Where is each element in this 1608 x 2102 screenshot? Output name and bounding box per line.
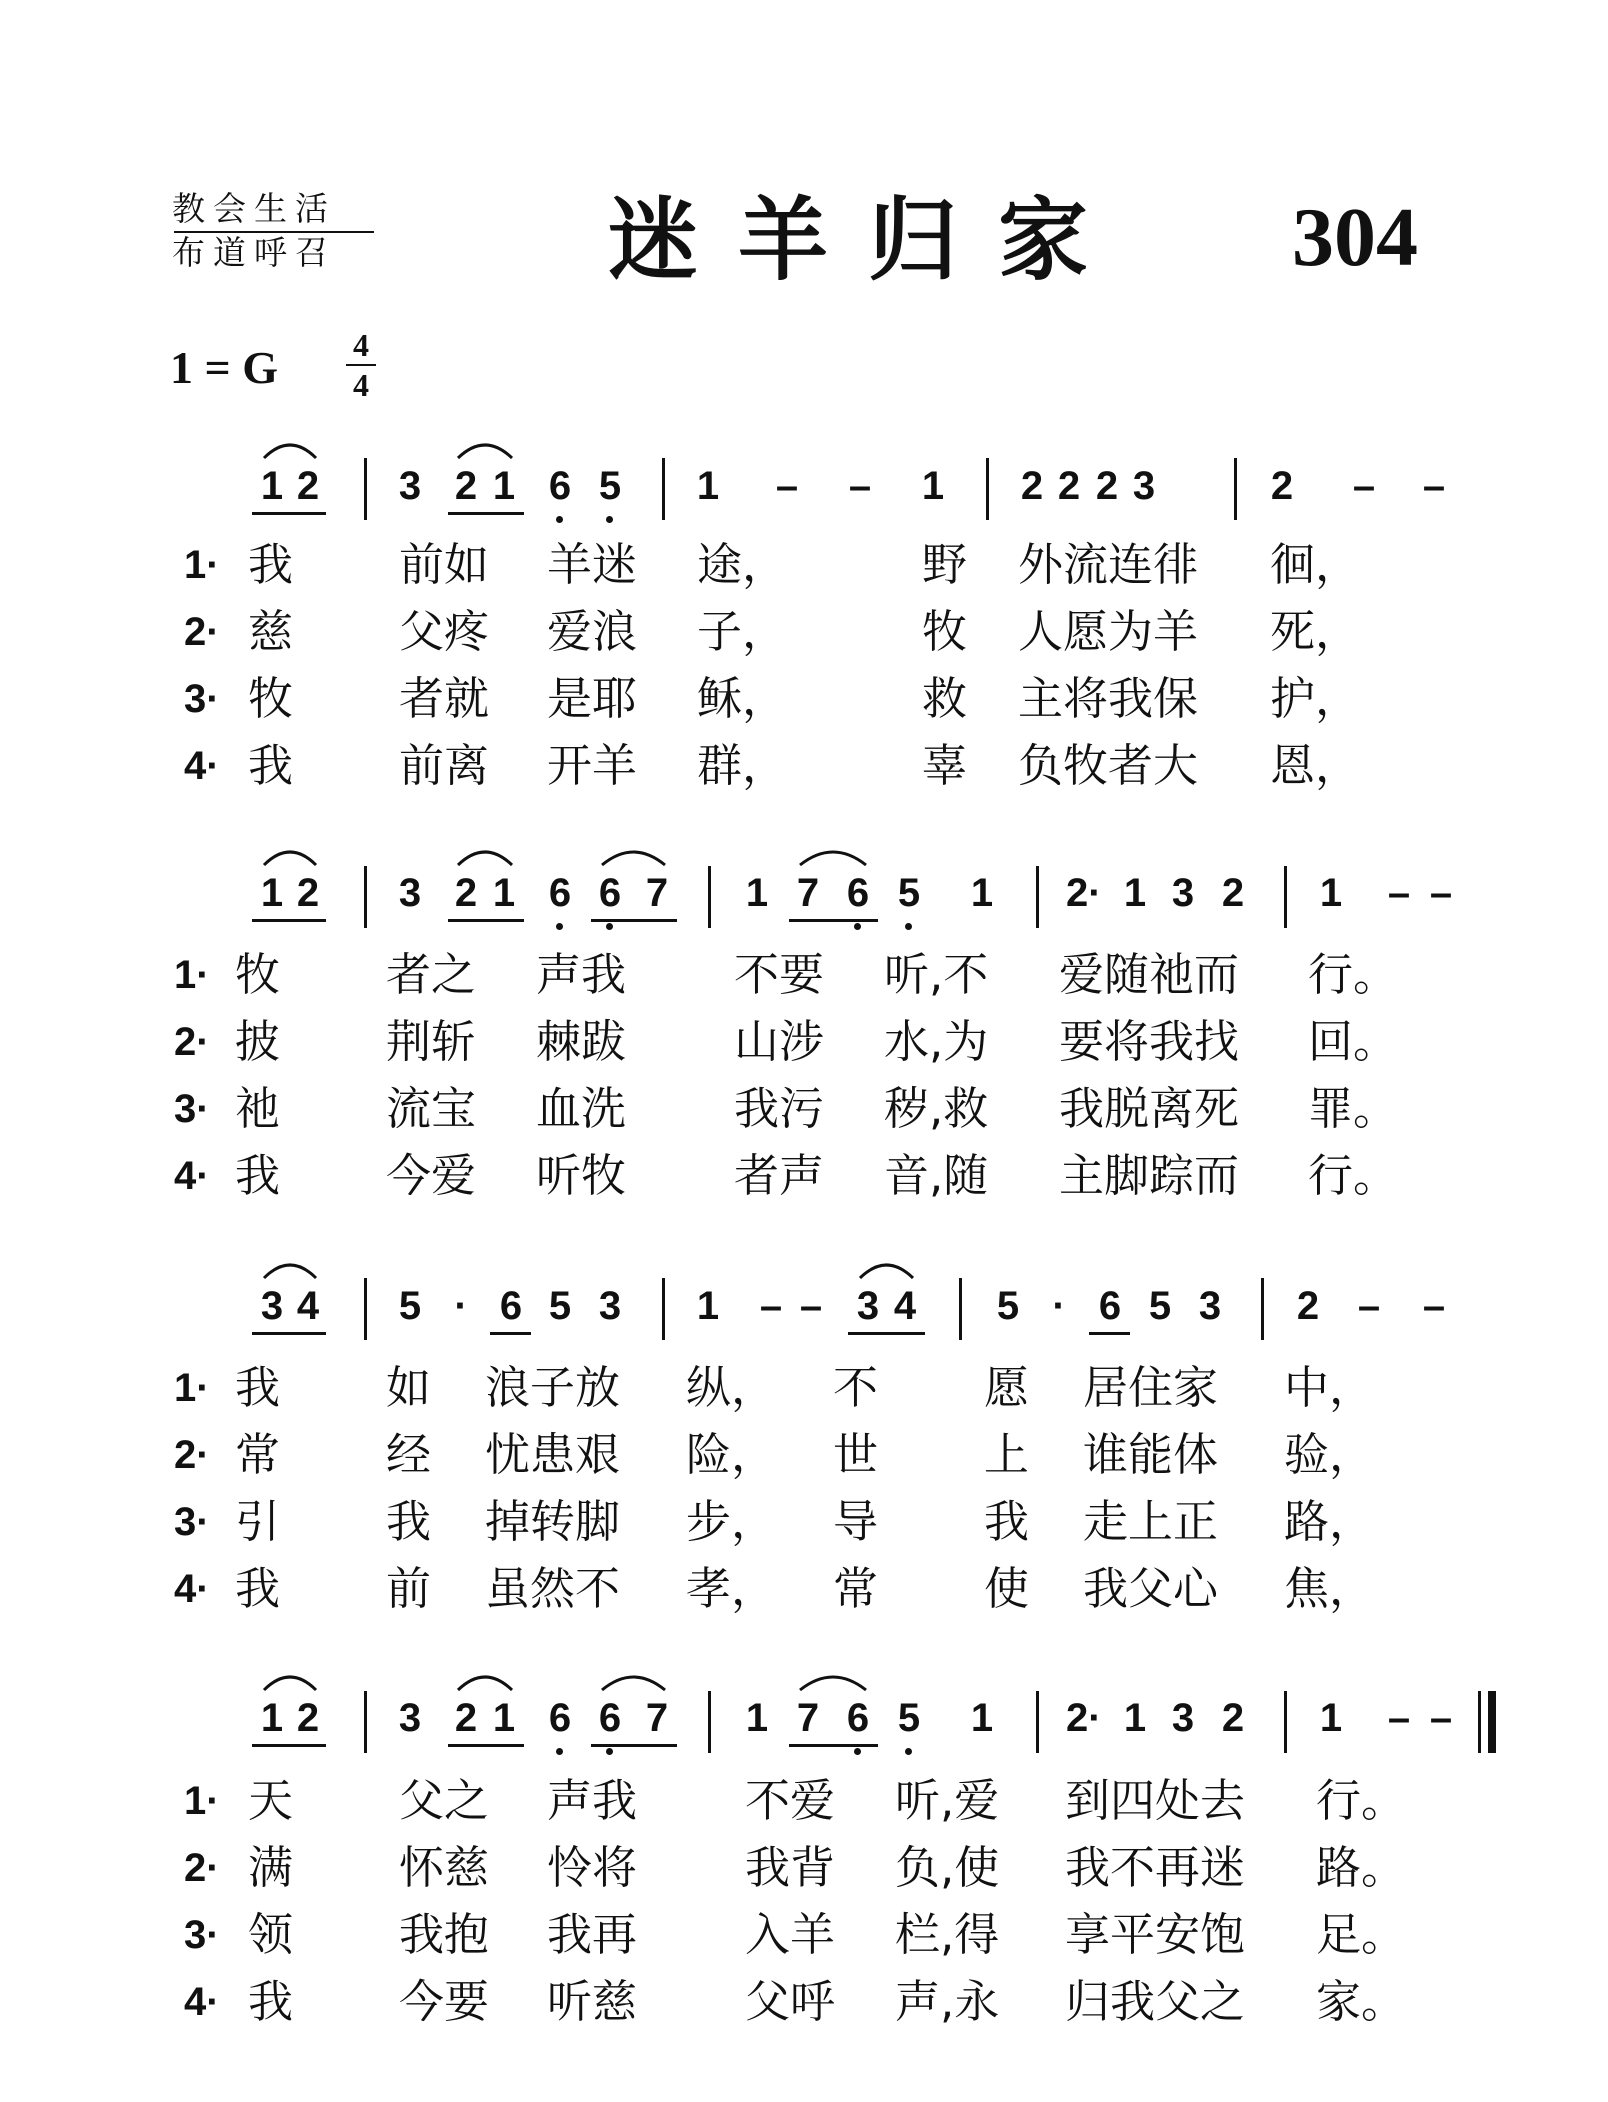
- lyric-syllable: 上: [984, 1428, 1030, 1481]
- lyric-syllable: 世: [833, 1428, 879, 1481]
- note: 2: [296, 1696, 320, 1740]
- note: 6: [548, 871, 572, 915]
- lyric-syllable: 者之: [386, 948, 477, 1001]
- verse-number: 1·: [174, 953, 210, 997]
- eighth-beam: [448, 919, 524, 922]
- lyric-syllable: 我: [235, 1361, 281, 1414]
- lyric-syllable: 罪。: [1308, 1082, 1399, 1135]
- note: 1: [696, 464, 720, 508]
- hold-dash: –: [1352, 464, 1376, 508]
- note: 7: [645, 871, 669, 915]
- lyric-syllable: 水,为: [884, 1015, 989, 1068]
- lyric-syllable: 我: [386, 1495, 432, 1548]
- verse-number: 3·: [174, 1500, 210, 1544]
- note: 5: [548, 1284, 572, 1328]
- note: 5: [996, 1284, 1020, 1328]
- lyric-syllable: 忧患艰: [485, 1428, 621, 1481]
- lyric-syllable: 步，: [686, 1495, 777, 1548]
- verse-number: 4·: [184, 1980, 220, 2024]
- note: 1: [1319, 871, 1343, 915]
- eighth-beam: [448, 1744, 524, 1747]
- lyric-syllable: 辜: [922, 739, 968, 792]
- note: 3: [398, 1696, 422, 1740]
- lyric-syllable: 爱随祂而: [1059, 948, 1240, 1001]
- lyric-syllable: 开羊: [547, 739, 638, 792]
- lyric-syllable: 声,永: [895, 1975, 1000, 2028]
- note: 6: [1098, 1284, 1122, 1328]
- note: 6: [598, 871, 622, 915]
- lyric-syllable: 虽然不: [485, 1562, 621, 1615]
- lyric-syllable: 栏,得: [895, 1908, 1000, 1961]
- lyric-syllable: 外流连徘: [1018, 538, 1199, 591]
- lyric-syllable: 不爱: [745, 1774, 836, 1827]
- lyric-syllable: 听,爱: [895, 1774, 1000, 1827]
- slur: [262, 438, 318, 460]
- note: 1: [260, 1696, 284, 1740]
- hold-dash: –: [1422, 464, 1446, 508]
- lyric-syllable: 路，: [1284, 1495, 1375, 1548]
- augmentation-dot: ·: [1052, 1284, 1066, 1328]
- lyric-syllable: 归我父之: [1065, 1975, 1246, 2028]
- lyric-syllable: 领: [248, 1908, 294, 1961]
- lyric-syllable: 爱浪: [547, 605, 638, 658]
- lyric-syllable: 如: [386, 1361, 432, 1414]
- note: 2·: [1066, 1696, 1102, 1740]
- lyric-syllable: 常: [235, 1428, 281, 1481]
- barline: [364, 866, 367, 928]
- note: 3: [856, 1284, 880, 1328]
- slur: [798, 1670, 868, 1692]
- lyric-syllable: 浪子放: [485, 1361, 621, 1414]
- lyric-syllable: 满: [248, 1841, 294, 1894]
- hold-dash: –: [848, 464, 872, 508]
- verse-number: 3·: [174, 1087, 210, 1131]
- note: 6: [499, 1284, 523, 1328]
- lyric-syllable: 谁能体: [1083, 1428, 1219, 1481]
- note: 1: [745, 1696, 769, 1740]
- verse-number: 2·: [184, 610, 220, 654]
- note: 3: [398, 871, 422, 915]
- lyric-syllable: 主脚踪而: [1059, 1149, 1240, 1202]
- lyric-syllable: 居住家: [1083, 1361, 1219, 1414]
- lyric-syllable: 不: [833, 1361, 879, 1414]
- slur: [600, 1670, 667, 1692]
- verse-number: 4·: [174, 1154, 210, 1198]
- lyric-syllable: 披: [235, 1015, 281, 1068]
- hymn-number: 304: [1292, 191, 1418, 284]
- note: 5: [897, 871, 921, 915]
- eighth-beam: [1089, 1332, 1130, 1335]
- eighth-beam: [591, 1744, 677, 1747]
- meter-top: 4: [353, 327, 369, 363]
- slur: [858, 1258, 915, 1280]
- lower-octave-dot: [905, 1748, 912, 1755]
- lyric-syllable: 子，: [697, 605, 788, 658]
- lyric-syllable: 享平安饱: [1065, 1908, 1246, 1961]
- lyric-syllable: 导: [833, 1495, 879, 1548]
- verse-number: 3·: [184, 1913, 220, 1957]
- note: 2: [296, 464, 320, 508]
- lyric-syllable: 慈: [248, 605, 294, 658]
- lower-octave-dot: [854, 923, 861, 930]
- lyric-syllable: 中，: [1284, 1361, 1375, 1414]
- lower-octave-dot: [854, 1748, 861, 1755]
- eighth-beam: [252, 1332, 326, 1335]
- lyric-syllable: 行。: [1308, 1149, 1399, 1202]
- lyric-syllable: 要将我找: [1059, 1015, 1240, 1068]
- eighth-beam: [252, 512, 326, 515]
- lyric-syllable: 途，: [697, 538, 788, 591]
- lyric-syllable: 天: [248, 1774, 294, 1827]
- note: 1: [492, 1696, 516, 1740]
- lyric-syllable: 我再: [547, 1908, 638, 1961]
- lyric-syllable: 我: [248, 538, 294, 591]
- note: 1: [1319, 1696, 1343, 1740]
- note: 1: [492, 464, 516, 508]
- lyric-syllable: 声我: [536, 948, 627, 1001]
- lyric-syllable: 我脱离死: [1059, 1082, 1240, 1135]
- lyric-syllable: 棘跋: [536, 1015, 627, 1068]
- lyric-syllable: 使: [984, 1562, 1030, 1615]
- slur: [600, 845, 667, 867]
- note: 6: [548, 464, 572, 508]
- lyric-syllable: 负牧者大: [1018, 739, 1199, 792]
- lyric-syllable: 我背: [745, 1841, 836, 1894]
- note: 7: [645, 1696, 669, 1740]
- slur: [262, 845, 318, 867]
- note: 5: [897, 1696, 921, 1740]
- hold-dash: –: [1357, 1284, 1381, 1328]
- lyric-syllable: 我: [984, 1495, 1030, 1548]
- lyric-syllable: 焦，: [1284, 1562, 1375, 1615]
- slur: [262, 1670, 318, 1692]
- lyric-syllable: 愿: [984, 1361, 1030, 1414]
- lyric-syllable: 走上正: [1083, 1495, 1219, 1548]
- verse-number: 2·: [174, 1020, 210, 1064]
- note: 3: [1132, 464, 1156, 508]
- note: 2: [1221, 1696, 1245, 1740]
- lyric-syllable: 护，: [1270, 672, 1361, 725]
- note: 3: [260, 1284, 284, 1328]
- barline: [708, 1691, 711, 1753]
- barline: [986, 458, 989, 520]
- note: 5: [398, 1284, 422, 1328]
- lyric-syllable: 我污: [734, 1082, 825, 1135]
- lyric-syllable: 我: [248, 1975, 294, 2028]
- lyric-syllable: 前离: [399, 739, 490, 792]
- lyric-syllable: 羊迷: [547, 538, 638, 591]
- hold-dash: –: [759, 1284, 783, 1328]
- note: 2: [454, 1696, 478, 1740]
- lyric-syllable: 野: [922, 538, 968, 591]
- lyric-syllable: 恩，: [1270, 739, 1361, 792]
- lyric-syllable: 经: [386, 1428, 432, 1481]
- lyric-syllable: 父之: [399, 1774, 490, 1827]
- lower-octave-dot: [556, 516, 563, 523]
- category-evangelism: 布道呼召: [172, 233, 336, 272]
- lyric-syllable: 我父心: [1083, 1562, 1219, 1615]
- verse-number: 2·: [174, 1433, 210, 1477]
- lyric-syllable: 今要: [399, 1975, 490, 2028]
- barline: [364, 1278, 367, 1340]
- note: 5: [598, 464, 622, 508]
- final-barline-thin: [1478, 1691, 1481, 1753]
- verse-number: 1·: [184, 1779, 220, 1823]
- lyric-syllable: 牧: [235, 948, 281, 1001]
- meter-fraction-line: [346, 364, 376, 366]
- note: 1: [921, 464, 945, 508]
- hold-dash: –: [799, 1284, 823, 1328]
- lyric-syllable: 家。: [1316, 1975, 1407, 2028]
- lower-octave-dot: [606, 1748, 613, 1755]
- final-barline-thick: [1488, 1691, 1496, 1753]
- lyric-syllable: 前: [386, 1562, 432, 1615]
- lyric-syllable: 纵，: [686, 1361, 777, 1414]
- lyric-syllable: 群，: [697, 739, 788, 792]
- barline: [1036, 866, 1039, 928]
- barline: [1036, 1691, 1039, 1753]
- note: 6: [548, 1696, 572, 1740]
- verse-number: 4·: [184, 744, 220, 788]
- hold-dash: –: [1387, 1696, 1411, 1740]
- lyric-syllable: 负,使: [895, 1841, 1000, 1894]
- lower-octave-dot: [556, 923, 563, 930]
- lower-octave-dot: [606, 923, 613, 930]
- lyric-syllable: 山涉: [734, 1015, 825, 1068]
- lyric-syllable: 者就: [399, 672, 490, 725]
- note: 2: [454, 871, 478, 915]
- lyric-syllable: 引: [235, 1495, 281, 1548]
- note: 3: [1171, 871, 1195, 915]
- lyric-syllable: 祂: [235, 1082, 281, 1135]
- lyric-syllable: 到四处去: [1065, 1774, 1246, 1827]
- lower-octave-dot: [905, 923, 912, 930]
- note: 1: [260, 871, 284, 915]
- verse-number: 4·: [174, 1567, 210, 1611]
- verse-number: 1·: [184, 543, 220, 587]
- lyric-syllable: 足。: [1316, 1908, 1407, 1961]
- lyric-syllable: 险，: [686, 1428, 777, 1481]
- slur: [456, 438, 514, 460]
- note: 2: [1270, 464, 1294, 508]
- lyric-syllable: 徊，: [1270, 538, 1361, 591]
- time-signature: [346, 328, 376, 402]
- verse-number: 2·: [184, 1846, 220, 1890]
- lyric-syllable: 牧: [248, 672, 294, 725]
- hold-dash: –: [1387, 871, 1411, 915]
- note: 3: [1171, 1696, 1195, 1740]
- note: 1: [492, 871, 516, 915]
- hymn-title: 迷羊归家: [608, 188, 1128, 293]
- eighth-beam: [490, 1332, 531, 1335]
- lyric-syllable: 怀慈: [399, 1841, 490, 1894]
- eighth-beam: [789, 919, 878, 922]
- key-signature: 1 = G: [170, 342, 278, 393]
- hold-dash: –: [775, 464, 799, 508]
- eighth-beam: [591, 919, 677, 922]
- note: 2: [296, 871, 320, 915]
- lyric-syllable: 死，: [1270, 605, 1361, 658]
- slur: [798, 845, 868, 867]
- barline: [1261, 1278, 1264, 1340]
- note: 1: [970, 871, 994, 915]
- note: 1: [745, 871, 769, 915]
- note: 6: [598, 1696, 622, 1740]
- eighth-beam: [252, 919, 326, 922]
- note: 5: [1148, 1284, 1172, 1328]
- lyric-syllable: 者声: [734, 1149, 825, 1202]
- lyric-syllable: 声我: [547, 1774, 638, 1827]
- barline: [662, 458, 665, 520]
- lyric-syllable: 验，: [1284, 1428, 1375, 1481]
- note: 2: [1057, 464, 1081, 508]
- barline: [364, 1691, 367, 1753]
- note: 1: [696, 1284, 720, 1328]
- note: 3: [598, 1284, 622, 1328]
- eighth-beam: [789, 1744, 878, 1747]
- note: 1: [1123, 1696, 1147, 1740]
- lyric-syllable: 我抱: [399, 1908, 490, 1961]
- lyric-syllable: 是耶: [547, 672, 638, 725]
- note: 2: [454, 464, 478, 508]
- slur: [456, 1670, 514, 1692]
- eighth-beam: [848, 1332, 925, 1335]
- lyric-syllable: 不要: [734, 948, 825, 1001]
- barline: [364, 458, 367, 520]
- lyric-syllable: 人愿为羊: [1018, 605, 1199, 658]
- note: 3: [398, 464, 422, 508]
- eighth-beam: [448, 512, 524, 515]
- hold-dash: –: [1429, 871, 1453, 915]
- lyric-syllable: 怜将: [547, 1841, 638, 1894]
- barline: [708, 866, 711, 928]
- note: 3: [1198, 1284, 1222, 1328]
- lyric-syllable: 秽,救: [884, 1082, 989, 1135]
- note: 6: [846, 1696, 870, 1740]
- note: 2·: [1066, 871, 1102, 915]
- lyric-syllable: 入羊: [745, 1908, 836, 1961]
- lyric-syllable: 我: [235, 1149, 281, 1202]
- lyric-syllable: 稣，: [697, 672, 788, 725]
- note: 4: [296, 1284, 320, 1328]
- note: 1: [1123, 871, 1147, 915]
- verse-number: 1·: [174, 1366, 210, 1410]
- note: 2: [1296, 1284, 1320, 1328]
- note: 4: [893, 1284, 917, 1328]
- verse-number: 3·: [184, 677, 220, 721]
- lower-octave-dot: [556, 1748, 563, 1755]
- lyric-syllable: 父疼: [399, 605, 490, 658]
- lyric-syllable: 音,随: [884, 1149, 989, 1202]
- note: 7: [796, 1696, 820, 1740]
- lyric-syllable: 今爱: [386, 1149, 477, 1202]
- lyric-syllable: 路。: [1316, 1841, 1407, 1894]
- note: 1: [970, 1696, 994, 1740]
- note: 6: [846, 871, 870, 915]
- lyric-syllable: 行。: [1308, 948, 1399, 1001]
- lyric-syllable: 听牧: [536, 1149, 627, 1202]
- lyric-syllable: 我不再迷: [1065, 1841, 1246, 1894]
- barline: [1284, 1691, 1287, 1753]
- lyric-syllable: 救: [922, 672, 968, 725]
- lyric-syllable: 听,不: [884, 948, 989, 1001]
- lyric-syllable: 掉转脚: [485, 1495, 621, 1548]
- barline: [959, 1278, 962, 1340]
- meter-bottom: 4: [353, 367, 369, 403]
- lyric-syllable: 前如: [399, 538, 490, 591]
- lyric-syllable: 牧: [922, 605, 968, 658]
- barline: [662, 1278, 665, 1340]
- category-church-life: 教会生活: [172, 189, 336, 228]
- lyric-syllable: 主将我保: [1018, 672, 1199, 725]
- lyric-syllable: 荆斩: [386, 1015, 477, 1068]
- note: 1: [260, 464, 284, 508]
- barline: [1284, 866, 1287, 928]
- augmentation-dot: ·: [454, 1284, 468, 1328]
- lyric-syllable: 回。: [1308, 1015, 1399, 1068]
- note: 2: [1221, 871, 1245, 915]
- lyric-syllable: 血洗: [536, 1082, 627, 1135]
- lyric-syllable: 孝，: [686, 1562, 777, 1615]
- lyric-syllable: 我: [248, 739, 294, 792]
- eighth-beam: [252, 1744, 326, 1747]
- hold-dash: –: [1429, 1696, 1453, 1740]
- lyric-syllable: 常: [833, 1562, 879, 1615]
- lyric-syllable: 行。: [1316, 1774, 1407, 1827]
- hold-dash: –: [1422, 1284, 1446, 1328]
- lyric-syllable: 我: [235, 1562, 281, 1615]
- lyric-syllable: 父呼: [745, 1975, 836, 2028]
- note: 2: [1095, 464, 1119, 508]
- slur: [262, 1258, 318, 1280]
- slur: [456, 845, 514, 867]
- barline: [1234, 458, 1237, 520]
- lyric-syllable: 流宝: [386, 1082, 477, 1135]
- lyric-syllable: 听慈: [547, 1975, 638, 2028]
- lower-octave-dot: [606, 516, 613, 523]
- note: 7: [796, 871, 820, 915]
- note: 2: [1020, 464, 1044, 508]
